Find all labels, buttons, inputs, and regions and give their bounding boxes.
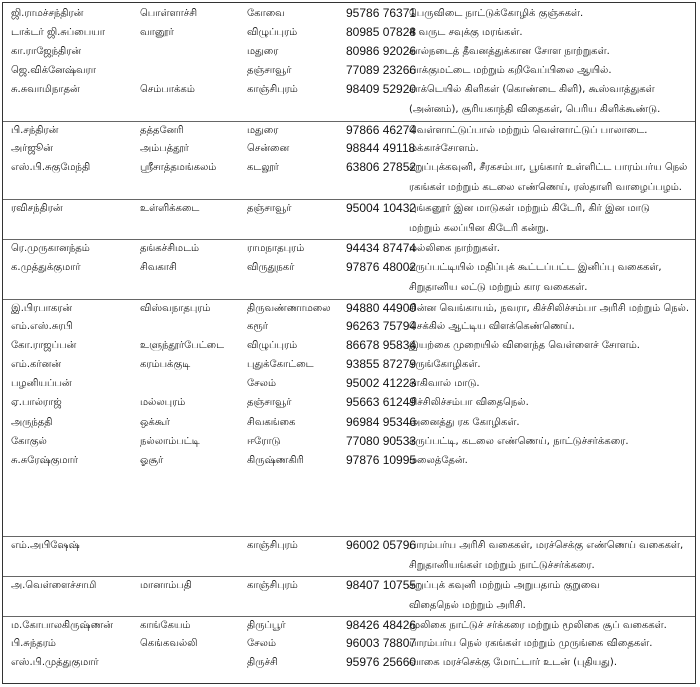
place-name: நல்லாம்பட்டி bbox=[140, 436, 200, 447]
person-name: கா.ராஜேந்திரன் bbox=[11, 46, 82, 57]
district-name: திருப்பூர் bbox=[247, 620, 286, 631]
district-name: தஞ்சாவூர் bbox=[247, 397, 292, 408]
place-name: மல்லபுரம் bbox=[140, 397, 186, 408]
phone-number: 77089 23266 bbox=[346, 63, 417, 77]
product-line: மற்றும் கலப்பின கிடேரி கன்று. bbox=[409, 223, 549, 234]
phone-number: 98409 52920 bbox=[346, 82, 417, 96]
product-description bbox=[409, 81, 695, 118]
district-name: சேலம் bbox=[247, 638, 276, 649]
table-row bbox=[3, 239, 695, 255]
person-name: ஜெ.விக்னேஷ்வரா bbox=[11, 65, 97, 76]
product-description bbox=[409, 5, 695, 22]
district-name: திருவண்ணாமலை bbox=[247, 303, 331, 314]
phone-number: 97876 48002 bbox=[346, 260, 417, 274]
place-name: ஓசூர் bbox=[140, 455, 164, 466]
table-row bbox=[3, 536, 695, 571]
person-name: எம்.கர்னன் bbox=[11, 359, 62, 370]
product-line: பெருவிடை நாட்டுக்கோழிக் குஞ்சுகள். bbox=[409, 8, 584, 19]
phone-number: 93855 87279 bbox=[346, 357, 417, 371]
product-line: கருப்பட்டியில் மதிப்புக் கூட்டப்பட்ட இனிப்பு வகைகள், bbox=[409, 262, 662, 273]
place-name: உளுந்தூர்பேட்டை bbox=[140, 340, 225, 351]
phone-number: 94880 44900 bbox=[346, 301, 417, 315]
place-name: கெங்கவல்லி bbox=[140, 638, 198, 649]
product-line: இயற்கை முறையில் விளைந்த வெள்ளைச் சோளம். bbox=[409, 340, 640, 351]
person-name: அ.வெள்ளைச்சாமி bbox=[11, 580, 97, 591]
district-name: சேலம் bbox=[247, 378, 276, 389]
product-description bbox=[409, 654, 695, 671]
product-description bbox=[409, 318, 695, 335]
person-name: இ.பிரபாகரன் bbox=[11, 303, 73, 314]
directory-table bbox=[2, 2, 696, 684]
district-name: தஞ்சாவூர் bbox=[247, 203, 292, 214]
product-description bbox=[409, 140, 695, 157]
person-name: அர்ஜூன் bbox=[11, 143, 53, 154]
place-name: சிவகாசி bbox=[140, 262, 177, 273]
phone-number: 63806 27852 bbox=[346, 160, 417, 174]
product-line: ரகங்கள் மற்றும் கடலை எண்ணெய், ரஸ்தாளி வாழைப்பழம். bbox=[409, 182, 682, 193]
phone-number: 94434 87474 bbox=[346, 241, 417, 255]
district-name: கரூர் bbox=[247, 321, 268, 332]
district-name: கடலூர் bbox=[247, 162, 279, 173]
product-line: அனைத்து ரக கோழிகள். bbox=[409, 417, 520, 428]
table-row bbox=[3, 576, 695, 611]
product-description bbox=[409, 24, 695, 41]
phone-number: 95002 41223 bbox=[346, 376, 417, 390]
district-name: ஈரோடு bbox=[247, 436, 281, 447]
phone-number: 97876 10995 bbox=[346, 453, 417, 467]
product-line: (அன்னம்), சூரியகாந்தி விதைகள், பெரிய கிளிக்கூண்டு. bbox=[409, 104, 661, 115]
product-line: பாக்குமட்டை மற்றும் கறிவேப்பிலை ஆயில். bbox=[409, 65, 612, 76]
person-name: ஜி.ராமச்சந்திரன் bbox=[11, 8, 84, 19]
phone-number: 95786 76371 bbox=[346, 6, 417, 20]
person-name: ரவிசந்திரன் bbox=[11, 203, 63, 214]
district-name: திருச்சி bbox=[247, 657, 278, 668]
district-name: மதுரை bbox=[247, 46, 279, 57]
product-line: வெள்ளாட்டுப்பால் மற்றும் வெள்ளாட்டுப் பாலாடை. bbox=[409, 125, 648, 136]
product-line: மல்லிகை நாற்றுகள். bbox=[409, 243, 500, 254]
product-description bbox=[409, 356, 695, 373]
phone-number: 96003 78807 bbox=[346, 636, 417, 650]
product-description bbox=[409, 43, 695, 60]
product-description bbox=[409, 414, 695, 431]
district-name: விருதுநகர் bbox=[247, 262, 295, 273]
district-name: ராமநாதபுரம் bbox=[247, 243, 305, 254]
place-name: தங்கச்சிமடம் bbox=[140, 243, 200, 254]
district-name: தஞ்சாவூர் bbox=[247, 65, 292, 76]
product-description bbox=[409, 375, 695, 392]
person-name: ஏ.பால்ராஜ் bbox=[11, 397, 62, 408]
table-row bbox=[3, 199, 695, 234]
table-row bbox=[3, 616, 695, 632]
person-name: பி.சுந்தரம் bbox=[11, 638, 56, 649]
phone-number: 77080 90533 bbox=[346, 434, 417, 448]
place-name: விஸ்வநாதபுரம் bbox=[140, 303, 211, 314]
district-name: காஞ்சிபுரம் bbox=[247, 580, 298, 591]
person-name: எஸ்.பி.சுகுமேந்தி bbox=[11, 162, 91, 173]
person-name: கோ.ராஜப்பன் bbox=[11, 340, 77, 351]
product-description bbox=[409, 300, 695, 317]
table-row bbox=[3, 121, 695, 137]
person-name: எம்.எஸ்.சுரபி bbox=[11, 321, 73, 332]
product-line: சின்ன வெங்காயம், நவரா, கிச்சிலிச்சம்பா அரிசி மற்றும் நெல். bbox=[409, 303, 690, 314]
person-name: சு.சுரேஷ்குமார் bbox=[11, 455, 79, 466]
phone-number: 98426 48426 bbox=[346, 618, 417, 632]
phone-number: 95663 61249 bbox=[346, 395, 417, 409]
district-name: கோவை bbox=[247, 8, 285, 19]
person-name: எம்.அபிஷேஷ் bbox=[11, 540, 80, 551]
place-name: அம்பத்தூர் bbox=[140, 143, 189, 154]
product-description bbox=[409, 240, 695, 257]
product-line: வாகை மரச்செக்கு மோட்டார் உடன் (புதியது). bbox=[409, 657, 617, 668]
person-name: ரெ.முருகானந்தம் bbox=[11, 243, 90, 254]
person-name: ம.கோபாலகிருஷ்ணன் bbox=[11, 620, 113, 631]
phone-number: 86678 95834 bbox=[346, 338, 417, 352]
district-name: சிவகங்கை bbox=[247, 417, 296, 428]
product-line: மூலிகை நாட்டுச் சர்க்கரை மற்றும் மூலிகை சூப் வகைகள். bbox=[409, 620, 667, 631]
product-line: சாகிவால் மாடு. bbox=[409, 378, 480, 389]
product-line: செக்கில் ஆட்டிய விளக்கெண்ணெய். bbox=[409, 321, 575, 332]
product-line: காக்டெயில் கிளிகள் (கொண்டை கிளி), கூஸ்வாத்துகள் bbox=[409, 84, 655, 95]
district-name: கிருஷ்ணகிரி bbox=[247, 455, 304, 466]
place-name: மானாம்பதி bbox=[140, 580, 192, 591]
district-name: மதுரை bbox=[247, 125, 279, 136]
product-description bbox=[409, 159, 695, 196]
product-description bbox=[409, 635, 695, 652]
phone-number: 95976 25660 bbox=[346, 655, 417, 669]
product-line: கிச்சிலிச்சம்பா விதைநெல். bbox=[409, 397, 529, 408]
product-description bbox=[409, 537, 695, 574]
table-row bbox=[3, 299, 695, 315]
product-description bbox=[409, 433, 695, 450]
district-name: விழுப்புரம் bbox=[247, 27, 298, 38]
place-name: வானூர் bbox=[140, 27, 174, 38]
person-name: எஸ்.பி.முத்துகுமார் bbox=[11, 657, 99, 668]
product-line: கறுப்புக்கவுனி, சீரகசம்பா, பூங்கார் உள்ளிட்ட பாரம்பர்ய நெல் bbox=[409, 162, 688, 173]
product-line: மக்காச்சோளம். bbox=[409, 143, 479, 154]
product-line: சிறுதானிய லட்டு மற்றும் கார வகைகள். bbox=[409, 282, 588, 293]
phone-number: 95004 10432 bbox=[346, 201, 417, 215]
product-line: கால்நடைத் தீவனத்துக்கான சோள நாற்றுகள். bbox=[409, 46, 610, 57]
phone-number: 96002 05796 bbox=[346, 538, 417, 552]
district-name: காஞ்சிபுரம் bbox=[247, 84, 298, 95]
product-line: 4 வருட சவுக்கு மரங்கள். bbox=[409, 27, 523, 38]
phone-number: 96984 95346 bbox=[346, 415, 417, 429]
product-line: பாரம்பர்ய அரிசி வகைகள், மரச்செக்கு எண்ணெய் வகைகள், bbox=[409, 540, 684, 551]
product-description bbox=[409, 617, 695, 634]
product-line: விதைநெல் மற்றும் அரிசி. bbox=[409, 600, 526, 611]
product-line: பாரம்பர்ய நெல் ரகங்கள் மற்றும் முருங்கை விதைகள். bbox=[409, 638, 653, 649]
person-name: க.முத்துக்குமார் bbox=[11, 262, 81, 273]
product-line: கறுப்புக் கவுனி மற்றும் அறுபதாம் குறுவை bbox=[409, 580, 600, 591]
product-description bbox=[409, 394, 695, 411]
product-description bbox=[409, 200, 695, 237]
product-description bbox=[409, 259, 695, 296]
person-name: பி.சந்திரன் bbox=[11, 125, 59, 136]
product-line: சிறுதானியங்கள் மற்றும் நாட்டுச்சர்க்கரை. bbox=[409, 560, 595, 571]
person-name: டாக்டர் ஜி.சுப்பையா bbox=[11, 27, 105, 38]
place-name: பொள்ளாச்சி bbox=[140, 8, 198, 19]
directory-rows bbox=[3, 3, 695, 683]
place-name: செம்பாக்கம் bbox=[140, 84, 195, 95]
phone-number: 96263 75794 bbox=[346, 319, 417, 333]
place-name: தத்தனேரி bbox=[140, 125, 184, 136]
phone-number: 80985 07828 bbox=[346, 25, 417, 39]
phone-number: 80986 92026 bbox=[346, 44, 417, 58]
place-name: ஸ்ரீசாத்தமங்கலம் bbox=[140, 162, 217, 173]
district-name: காஞ்சிபுரம் bbox=[247, 540, 298, 551]
person-name: கோகுல் bbox=[11, 436, 47, 447]
person-name: அருந்ததி bbox=[11, 417, 53, 428]
place-name: கரம்பக்குடி bbox=[140, 359, 191, 370]
phone-number: 98407 10755 bbox=[346, 578, 417, 592]
district-name: விழுப்புரம் bbox=[247, 340, 298, 351]
product-line: மலைத்தேன். bbox=[409, 455, 468, 466]
product-line: புங்கனூர் இன மாடுகள் மற்றும் கிடேரி, கிர் இன மாடு bbox=[409, 203, 650, 214]
person-name: சு.சுவாமிநாதன் bbox=[11, 84, 80, 95]
place-name: ஒக்கூர் bbox=[140, 417, 171, 428]
product-description bbox=[409, 337, 695, 354]
phone-number: 97866 46274 bbox=[346, 123, 417, 137]
place-name: உள்ளிக்கடை bbox=[140, 203, 200, 214]
phone-number: 98844 49118 bbox=[346, 141, 416, 155]
product-line: கருப்பட்டி, கடலை எண்ணெய், நாட்டுச்சர்க்கரை. bbox=[409, 436, 629, 447]
place-name: காங்கேயம் bbox=[140, 620, 191, 631]
product-description bbox=[409, 62, 695, 79]
district-name: சென்னை bbox=[247, 143, 290, 154]
product-description bbox=[409, 122, 695, 139]
product-description bbox=[409, 577, 695, 614]
person-name: பழனியப்பன் bbox=[11, 378, 72, 389]
product-line: கருங்கோழிகள். bbox=[409, 359, 481, 370]
product-description bbox=[409, 452, 695, 469]
district-name: புதுக்கோட்டை bbox=[247, 359, 314, 370]
